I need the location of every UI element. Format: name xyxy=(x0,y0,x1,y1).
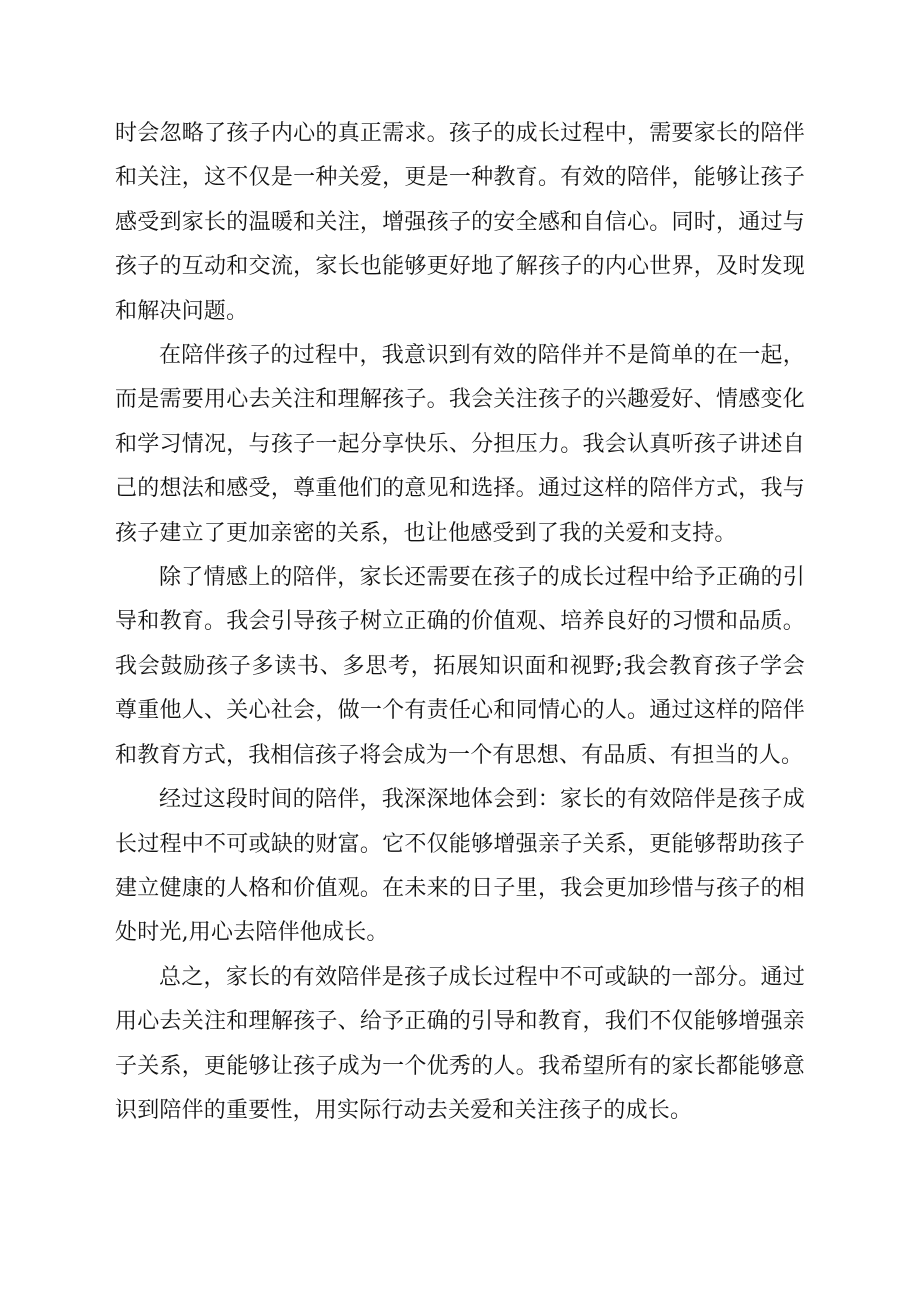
document-page xyxy=(115,112,805,1133)
paragraph-guidance-education: 除了情感上的陪伴，家长还需要在孩子的成长过程中给予正确的引导和教育。我会引导孩子树立正确的价值观、培养良好的习惯和品质。我会鼓励孩子多读书、多思考，拓展知识面和视野;我会教育孩子学会尊重他人、关心社会，做一个有责任心和同情心的人。通过这样的陪伴和教育方式，我相信孩子将会成为一个有思想、有品质、有担当的人。 xyxy=(115,565,805,768)
paragraph-continued: 时会忽略了孩子内心的真正需求。孩子的成长过程中，需要家长的陪伴和关注，这不仅是一种关爱，更是一种教育。有效的陪伴，能够让孩子感受到家长的温暖和关注，增强孩子的安全感和自信心。同时，通过与孩子的互动和交流，家长也能够更好地了解孩子的内心世界，及时发现和解决问题。 xyxy=(115,121,805,324)
paragraph-reflection: 经过这段时间的陪伴，我深深地体会到：家长的有效陪伴是孩子成长过程中不可或缺的财富。它不仅能够增强亲子关系，更能够帮助孩子建立健康的人格和价值观。在未来的日子里，我会更加珍惜与孩子的相处时光,用心去陪伴他成长。 xyxy=(115,787,805,946)
paragraph-conclusion: 总之，家长的有效陪伴是孩子成长过程中不可或缺的一部分。通过用心去关注和理解孩子、给予正确的引导和教育，我们不仅能够增强亲子关系，更能够让孩子成为一个优秀的人。我希望所有的家长都能够意识到陪伴的重要性，用实际行动去关爱和关注孩子的成长。 xyxy=(115,964,805,1123)
paragraph-companionship-process: 在陪伴孩子的过程中，我意识到有效的陪伴并不是简单的在一起，而是需要用心去关注和理解孩子。我会关注孩子的兴趣爱好、情感变化和学习情况，与孩子一起分享快乐、分担压力。我会认真听孩子讲述自己的想法和感受，尊重他们的意见和选择。通过这样的陪伴方式，我与孩子建立了更加亲密的关系，也让他感受到了我的关爱和支持。 xyxy=(115,343,805,546)
